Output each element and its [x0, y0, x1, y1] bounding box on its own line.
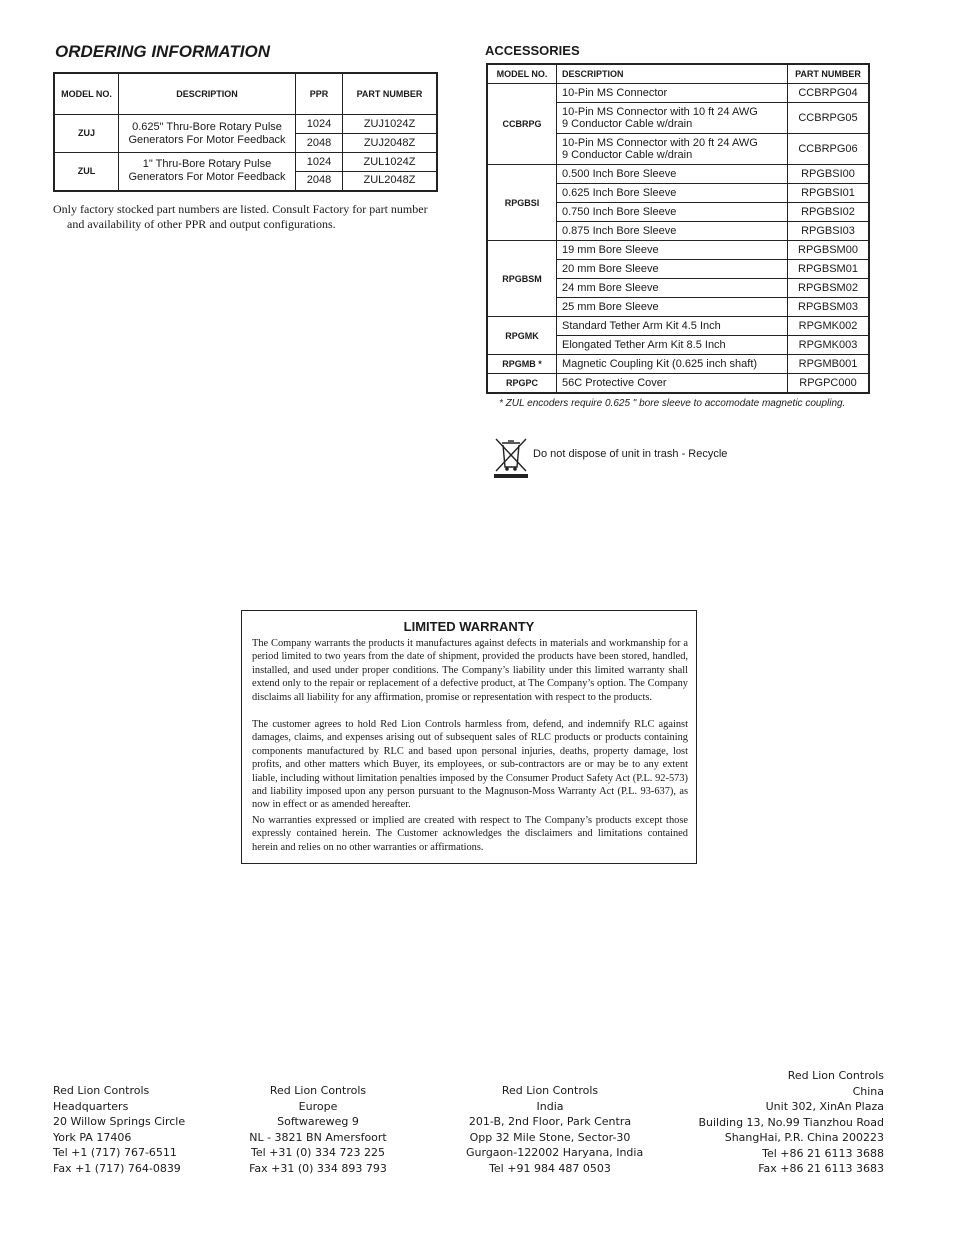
accessories-header-row: [487, 64, 869, 84]
description-cell: 0.625 Inch Bore Sleeve: [557, 184, 788, 203]
address-line: Europe: [298, 1099, 338, 1113]
address-line: Tel +91 984 487 0503: [489, 1161, 611, 1175]
address-line: Building 13, No.99 Tianzhou Road: [698, 1115, 884, 1129]
part-number-cell: RPGMB001: [788, 355, 870, 374]
part-number-cell: ZUL1024Z: [343, 153, 438, 172]
model-cell: RPGMK: [487, 317, 557, 355]
address-line: Fax +1 (717) 764-0839: [53, 1161, 181, 1175]
model-cell: ZUL: [54, 153, 119, 191]
header-description: DESCRIPTION: [119, 73, 296, 115]
address-line: Red Lion Controls: [53, 1084, 150, 1097]
address-line: ShangHai, P.R. China 200223: [724, 1131, 884, 1144]
part-number-cell: RPGBSI02: [788, 203, 870, 222]
part-number-cell: RPGBSI00: [788, 165, 870, 184]
address-india: [466, 1083, 644, 1176]
ordering-title: ORDERING INFORMATION: [55, 42, 271, 61]
warranty-box: [241, 610, 697, 864]
address-line: Gurgaon-122002 Haryana, India: [466, 1146, 644, 1159]
description-cell: Magnetic Coupling Kit (0.625 inch shaft): [557, 355, 788, 374]
address-line: York PA 17406: [53, 1130, 132, 1144]
description-cell: [557, 134, 788, 165]
ordering-note-line: Only factory stocked part numbers are listed. Consult Factory for part number: [53, 202, 428, 216]
ppr-cell: 1024: [296, 153, 343, 172]
part-number-cell: RPGBSM00: [788, 241, 870, 260]
table-row: [487, 84, 869, 103]
address-line: China: [852, 1084, 884, 1098]
model-cell: RPGBSI: [487, 165, 557, 241]
description-line: 9 Conductor Cable w/drain: [562, 118, 693, 130]
part-number-cell: CCBRPG06: [788, 134, 870, 165]
recycle-notice: Do not dispose of unit in trash - Recycle: [533, 448, 728, 460]
description-cell: Elongated Tether Arm Kit 8.5 Inch: [557, 336, 788, 355]
address-line: Red Lion Controls: [787, 1069, 884, 1082]
model-cell: RPGBSM: [487, 241, 557, 317]
model-cell: ZUJ: [54, 115, 119, 153]
table-row: [487, 317, 869, 336]
header-description: DESCRIPTION: [557, 64, 788, 84]
description-cell: 24 mm Bore Sleeve: [557, 279, 788, 298]
description-line: 9 Conductor Cable w/drain: [562, 149, 693, 161]
address-line: Opp 32 Mile Stone, Sector-30: [469, 1130, 631, 1144]
table-row: [54, 115, 437, 134]
address-headquarters: [53, 1083, 185, 1176]
address-line: 201-B, 2nd Floor, Park Centra: [468, 1115, 632, 1128]
address-line: Tel +1 (717) 767-6511: [53, 1146, 177, 1159]
address-line: India: [536, 1099, 564, 1113]
description-cell: 0.500 Inch Bore Sleeve: [557, 165, 788, 184]
accessories-table: [486, 63, 870, 394]
ordering-note: [53, 202, 458, 232]
description-cell: 25 mm Bore Sleeve: [557, 298, 788, 317]
ppr-cell: 2048: [296, 134, 343, 153]
ordering-table: [53, 72, 438, 192]
part-number-cell: RPGMK002: [788, 317, 870, 336]
description-line: 10-Pin MS Connector with 20 ft 24 AWG: [562, 137, 758, 149]
part-number-cell: ZUL2048Z: [343, 172, 438, 191]
part-number-cell: RPGBSM03: [788, 298, 870, 317]
description-cell: Standard Tether Arm Kit 4.5 Inch: [557, 317, 788, 336]
header-model: MODEL NO.: [487, 64, 557, 84]
ordering-header-row: [54, 73, 437, 115]
accessories-title: ACCESSORIES: [485, 43, 580, 58]
header-part-number: PART NUMBER: [343, 73, 438, 115]
ordering-note-line: and availability of other PPR and output configurations.: [67, 217, 336, 231]
address-line: Red Lion Controls: [501, 1084, 599, 1097]
address-china: [698, 1068, 884, 1177]
part-number-cell: ZUJ2048Z: [343, 134, 438, 153]
part-number-cell: RPGBSI01: [788, 184, 870, 203]
description-cell: 56C Protective Cover: [557, 374, 788, 394]
model-cell: RPGPC: [487, 374, 557, 394]
part-number-cell: RPGBSM02: [788, 279, 870, 298]
part-number-cell: RPGBSI03: [788, 222, 870, 241]
address-line: Fax +31 (0) 334 893 793: [249, 1161, 387, 1175]
address-line: Tel +86 21 6113 3688: [762, 1146, 884, 1160]
warranty-title: LIMITED WARRANTY: [403, 619, 535, 634]
description-cell: 10-Pin MS Connector: [557, 84, 788, 103]
address-line: Fax +86 21 6113 3683: [758, 1162, 884, 1175]
description-cell: 0.750 Inch Bore Sleeve: [557, 203, 788, 222]
ppr-cell: 2048: [296, 172, 343, 191]
description-cell: 20 mm Bore Sleeve: [557, 260, 788, 279]
part-number-cell: ZUJ1024Z: [343, 115, 438, 134]
header-part-number: PART NUMBER: [788, 64, 870, 84]
ppr-cell: 1024: [296, 115, 343, 134]
description-line: 10-Pin MS Connector with 10 ft 24 AWG: [562, 106, 758, 118]
warranty-paragraph: The customer agrees to hold Red Lion Controls harmless from, defend, and indemnify RLC against damages, claims, and expenses arising out of subsequent sales of RLC products or products containing components manufactured by RLC and based upon personal injuries, deaths, property damage, lost profits, and other matters which Buyer, its employees, or sub-contractors are or may be to any extent liable, including without limitation penalties imposed by the Consumer Product Safety Act (P.L. 92-573) and liability imposed upon any person pursuant to the Magnuson-Moss Warranty Act (P.L. 93-637), as now in effect or as amended hereafter.: [252, 719, 688, 811]
address-line: Softwareweg 9: [277, 1115, 359, 1128]
part-number-cell: CCBRPG04: [788, 84, 870, 103]
table-row: [487, 241, 869, 260]
description-cell: 19 mm Bore Sleeve: [557, 241, 788, 260]
address-europe: [248, 1083, 388, 1176]
table-row: [487, 374, 869, 394]
warranty-paragraph: No warranties expressed or implied are created with respect to The Company’s products except those expressly contained herein. The Customer acknowledges the disclaimers and limitations contained herein and relies on no other warranties or affirmations.: [252, 815, 688, 853]
part-number-cell: RPGMK003: [788, 336, 870, 355]
address-line: Unit 302, XinAn Plaza: [765, 1100, 884, 1113]
table-row: [54, 153, 437, 172]
description-cell: [557, 103, 788, 134]
accessories-footnote: * ZUL encoders require 0.625 " bore sleeve to accomodate magnetic coupling.: [499, 398, 846, 409]
model-cell: RPGMB *: [487, 355, 557, 374]
address-line: 20 Willow Springs Circle: [53, 1115, 186, 1128]
description-cell: 0.875 Inch Bore Sleeve: [557, 222, 788, 241]
description-cell: 0.625" Thru-Bore Rotary Pulse Generators For Motor Feedback: [119, 115, 296, 153]
table-row: [487, 165, 869, 184]
model-cell: CCBRPG: [487, 84, 557, 165]
header-model: MODEL NO.: [54, 73, 119, 115]
address-line: Red Lion Controls: [269, 1084, 367, 1097]
part-number-cell: CCBRPG05: [788, 103, 870, 134]
warranty-paragraph: The Company warrants the products it manufactures against defects in materials and workmanship for a period limited to two years from the date of shipment, provided the products have been stored, handled, installed, and used under proper conditions. The Company’s liability under this limited warranty shall extend only to the repair or replacement of a defective product, at The Company’s option. The Company disclaims all liability for any affirmation, promise or representation with respect to the products.: [252, 638, 688, 703]
part-number-cell: RPGBSM01: [788, 260, 870, 279]
description-cell: 1" Thru-Bore Rotary Pulse Generators For Motor Feedback: [119, 153, 296, 191]
address-line: Tel +31 (0) 334 723 225: [251, 1146, 385, 1159]
crossed-out-bin-icon: [492, 435, 530, 479]
header-ppr: PPR: [296, 73, 343, 115]
address-line: NL - 3821 BN Amersfoort: [249, 1130, 387, 1144]
part-number-cell: RPGPC000: [788, 374, 870, 394]
address-line: Headquarters: [53, 1099, 129, 1113]
table-row: [487, 355, 869, 374]
